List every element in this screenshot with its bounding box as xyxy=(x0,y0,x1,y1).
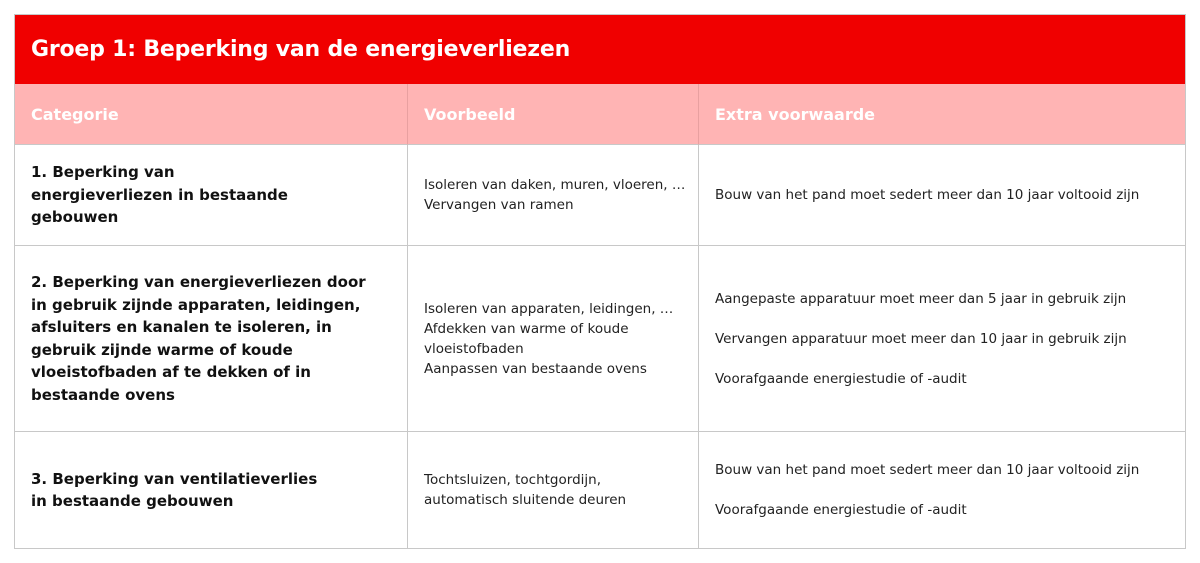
example-cell xyxy=(408,246,699,432)
condition-cell xyxy=(699,145,1185,246)
column-header-condition: Extra voorwaarde xyxy=(699,84,1185,145)
condition-cell xyxy=(699,246,1185,432)
category-text: 2. Beperking van energieverliezen door in gebruik zijnde apparaten, leidingen, afsluiters en kanalen te isoleren, in gebruik zijnde warme of koude vloeistofbaden af te dekken of in bestaande ovens xyxy=(31,273,366,404)
condition-line: Bouw van het pand moet sedert meer dan 10 jaar voltooid zijn xyxy=(715,462,1140,478)
table-row xyxy=(15,145,1185,246)
example-line: Aanpassen van bestaande ovens xyxy=(424,360,647,377)
example-line: Afdekken van warme of koude xyxy=(424,320,629,337)
example-line: Isoleren van daken, muren, vloeren, … xyxy=(424,177,686,193)
example-cell xyxy=(408,145,699,246)
example-line: Vervangen van ramen xyxy=(424,197,574,213)
category-cell xyxy=(15,246,408,432)
condition-line: Voorafgaande energiestudie of -audit xyxy=(715,502,967,518)
condition-line: Voorafgaande energiestudie of -audit xyxy=(715,370,967,387)
example-line: vloeistofbaden xyxy=(424,340,524,357)
category-text: 3. Beperking van ventilatieverlies in bestaande gebouwen xyxy=(31,469,318,510)
condition-cell xyxy=(699,432,1185,548)
table-title: Groep 1: Beperking van de energieverliezen xyxy=(15,15,1185,84)
category-cell xyxy=(15,432,408,548)
condition-line: Aangepaste apparatuur moet meer dan 5 jaar in gebruik zijn xyxy=(715,290,1127,307)
table-row xyxy=(15,432,1185,548)
example-line: Isoleren van apparaten, leidingen, … xyxy=(424,300,674,317)
example-line: automatisch sluitende deuren xyxy=(424,492,627,508)
column-header-category: Categorie xyxy=(15,84,408,145)
energy-loss-table xyxy=(14,14,1186,549)
condition-line: Bouw van het pand moet sedert meer dan 10 jaar voltooid zijn xyxy=(715,187,1140,203)
category-cell xyxy=(15,145,408,246)
table-header-row xyxy=(15,84,1185,145)
condition-line: Vervangen apparatuur moet meer dan 10 jaar in gebruik zijn xyxy=(715,330,1127,347)
table-row xyxy=(15,246,1185,432)
category-text: 1. Beperking van energieverliezen in bestaande gebouwen xyxy=(31,163,288,227)
column-header-example: Voorbeeld xyxy=(408,84,699,145)
example-line: Tochtsluizen, tochtgordijn, xyxy=(424,472,601,488)
example-cell xyxy=(408,432,699,548)
